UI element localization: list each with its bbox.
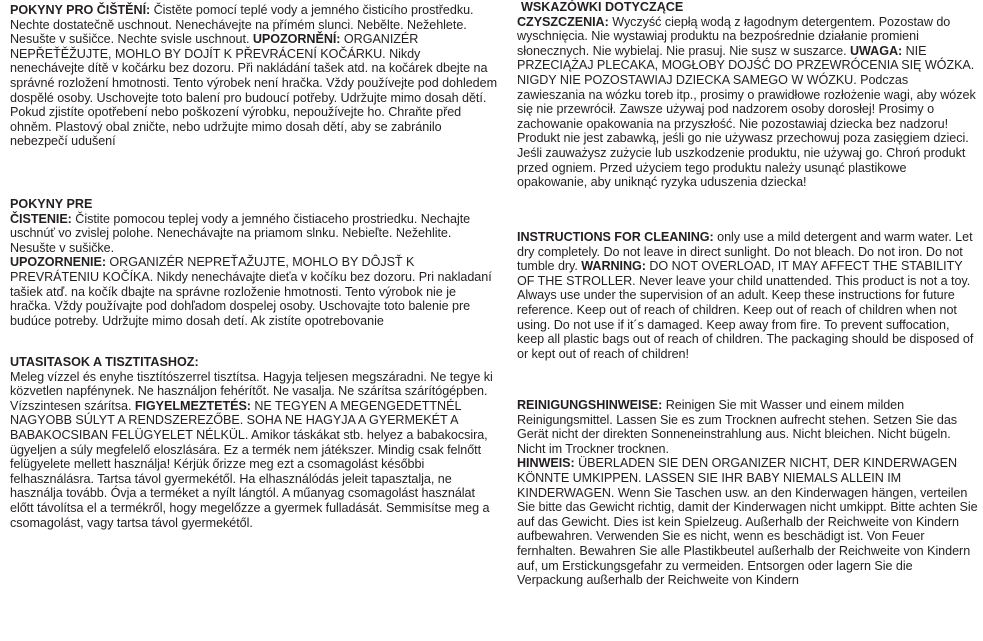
czech-heading: POKYNY PRO ČIŠTĚNÍ: <box>10 3 151 17</box>
hungarian-warning-label: FIGYELMEZTETÉS: <box>134 398 251 413</box>
section-hungarian <box>10 355 498 530</box>
german-cleaning-text: Reinigen Sie mit Wasser und einem milden Reinigungsmittel. Lassen Sie es zum Trocknen aufrecht stehen. Setzen Sie das Gerät nicht der direkten Sonneneinstrahlung aus. Nicht bleichen. Nicht bügeln. Nicht im Trockner trocknen. <box>517 398 958 456</box>
section-slovak <box>10 197 498 328</box>
polish-warning-text: NIE PRZECIĄŻAJ PLECAKA, MOGŁOBY DOJŚĆ DO PRZEWRÓCENIA SIĘ WÓZKA. NIGDY NIE POZOSTAWIAJ DZIECKA SAMEGO W WÓZKU. Podczas zawieszania na wózku toreb itp., prosimy o prawidłowe rozłożenie wagi, aby wózek się nie przewrócił. Zawsze używaj pod nadzorem osoby dorosłej! Prosimy o zachowanie opakowania na przyszłość. Nie pozostawiaj dziecka bez nadzoru! Produkt nie jest zabawką, jeśli go nie używasz przechowuj poza zasięgiem dziecі. Jeśli zauważysz zużycie lub uszkodzenie produktu, nie używaj go. Chroń produkt przed ogniem. Przed użyciem tego produktu należy usunąć plastikowe opakowanie, aby uniknąć ryzyka uduszenia dziecka! <box>517 43 976 190</box>
polish-cleaning-label: CZYSZCZENIA: <box>517 14 609 29</box>
polish-cleaning-text: Wyczyść ciepłą wodą z łagodnym detergentem. Pozostaw do wyschnięcia. Nie wystawiaj produktu na bezpośrednie działanie promieni słonecznych. Nie wybielaj. Nie prasuj. Nie susz w suszarce. <box>517 14 951 58</box>
czech-warning-label: UPOZORNĚNÍ: <box>252 32 341 47</box>
slovak-cleaning-text: Čistite pomocou teplej vody a jemného čistiaceho prostriedku. Nechajte uschnúť vo zvislej polohe. Nenechávajte na priamom slnku. Nebieľte. Nežehlite. Nesušte v sušičke. <box>10 211 471 255</box>
section-czech <box>10 3 498 149</box>
german-paragraph-cleaning <box>517 398 979 456</box>
slovak-warning-label: UPOZORNENIE: <box>10 255 106 270</box>
english-paragraph <box>517 230 979 361</box>
english-warning-label: WARNING: <box>581 259 646 274</box>
german-paragraph-warning <box>517 456 979 587</box>
czech-cleaning-text: Čistěte pomocí teplé vody a jemného čisticího prostředku. Nechte dostatečně uschnout. Nenechávejte na přímém slunci. Nebělte. Nežehlete. Nesušte v sušičce. Nechte svisle uschnout. <box>10 3 474 47</box>
slovak-paragraph-cleaning <box>10 212 498 256</box>
german-warning-label: HINWEIS: <box>517 456 575 471</box>
english-warning-text: DO NOT OVERLOAD, IT MAY AFFECT THE STABILITY OF THE STROLLER. Never leave your child unattended. This product is not a toy. Always use under the supervision of an adult. Keep these instructions for future reference. Keep out of reach of children. Keep out of reach of children when not using. Do not use if it´s damaged. Keep away from fire. To prevent suffocation, keep all plastic bags out of reach of children. The packaging should be disposed of or kept out of reach of children! <box>517 259 974 361</box>
czech-paragraph <box>10 3 498 149</box>
polish-heading: WSKAZÓWKI DOTYCZĄCE <box>521 0 684 14</box>
slovak-cleaning-label: ČISTENIE: <box>10 211 72 226</box>
polish-paragraph <box>517 15 979 190</box>
section-english <box>517 230 979 361</box>
section-german <box>517 398 979 588</box>
hungarian-cleaning-text: Meleg vízzel és enyhe tisztítószerrel tisztítsa. Hagyja teljesen megszáradni. Ne tegye ki közvetlen napfénynek. Ne használjon fehérítőt. Ne vasalja. Ne szárítsa szárítógépben. Vízszintesen szárítsa. <box>10 369 493 413</box>
czech-warning-text: ORGANIZÉR NEPŘEŤĚŽUJTE, MOHLO BY DOJÍT K PŘEVRÁCENÍ KOČÁRKU. Nikdy nenechávejte dítě v kočárku bez dozoru. Při nakládání tašek atd. na kočárek dbejte na správné rozložení hmotnosti. Tento výrobek není hračka. Vždy používejte pod dohledem dospělé osoby. Uschovejte toto balení pro budoucí potřeby. Udržujte mimo dosah dětí. Pokud zjistíte opotřebení nebo poškození výrobku, nepoužívejte ho. Chraňte před ohněm. Plastový obal zničte, nebo udržujte mimo dosah dětí, aby se zabránilo nebezpečí udušení <box>10 32 498 149</box>
hungarian-paragraph <box>10 370 498 531</box>
section-polish <box>517 0 979 190</box>
german-warning-text: ÜBERLADEN SIE DEN ORGANIZER NICHT, DER KINDERWAGEN KÖNNTE UMKIPPEN. LASSEN SIE IHR BABY NIEMALS ALLEIN IM KINDERWAGEN. Wenn Sie Taschen usw. an den Kinderwagen hängen, verteilen Sie bitte das Gewicht richtig, damit der Kinderwagen nicht umkippt. Bitte achten Sie auf das Gewicht. Dies ist kein Spielzeug. Außerhalb der Reichweite von Kindern aufbewahren. Verwenden Sie es nicht, wenn es beschädigt ist. Von Feuer fernhalten. Bewahren Sie alle Plastikbeutel außerhalb der Reichweite von Kindern auf, um Erstickungsgefahr zu vermeiden. Entsorgen oder lagern Sie die Verpackung außerhalb der Reichweite von Kindern <box>517 456 978 588</box>
hungarian-heading: UTASITASOK A TISZTITASHOZ: <box>10 355 199 369</box>
english-cleaning-text: only use a mild detergent and warm water. Let dry completely. Do not leave in direct sunlight. Do not bleach. Do not iron. Do not tumble dry. <box>517 230 973 274</box>
english-heading: INSTRUCTIONS FOR CLEANING: <box>517 230 714 244</box>
slovak-warning-text: ORGANIZÉR NEPREŤAŽUJTE, MOHLO BY DÔJSŤ K PREVRÁTENIU KOČÍKA. Nikdy nenechávajte dieťa v kočíku bez dozoru. Pri nakladaní tašiek atď. na kočík dbajte na správne rozloženie hmotnosti. Tento výrobok nie je hračka. Vždy používajte pod dohľadom dospelej osoby. Uschovajte toto balenie pre budúce potreby. Udržujte mimo dosah detí. Ak zistíte opotrebovanie <box>10 255 492 328</box>
german-heading: REINIGUNGSHINWEISE: <box>517 398 663 412</box>
slovak-paragraph-warning <box>10 255 498 328</box>
polish-warning-label: UWAGA: <box>849 43 903 58</box>
hungarian-warning-text: NE TEGYEN A MEGENGEDETTNÉL NAGYOBB SÚLYT A RENDSZEREZŐBE. SOHA NE HAGYJA A GYERMEKÉT A BABAKOCSIBAN FELÜGYELET NÉLKÜL. Amikor táskákat stb. helyez a babakocsira, ügyeljen a súly megfelelő eloszlására. Ez a termék nem játékszer. Mindig csak felnőtt felügyelete mellett használja! Kérjük őrizze meg ezt a csomagolást későbbi felhasználásra. Tartsa távol gyermekétől. Ha elhasználódás jeleit tapasztalja, ne használja tovább. Óvja a terméket a nyílt lángtól. A műanyag csomagolást használat előtt távolítsa el a termékről, hogy megelőzze a gyermek fulladását. Semmisítse meg a csomagolást, vagy tartsa távol gyermekétől. <box>10 398 490 530</box>
slovak-heading: POKYNY PRE <box>10 197 93 211</box>
